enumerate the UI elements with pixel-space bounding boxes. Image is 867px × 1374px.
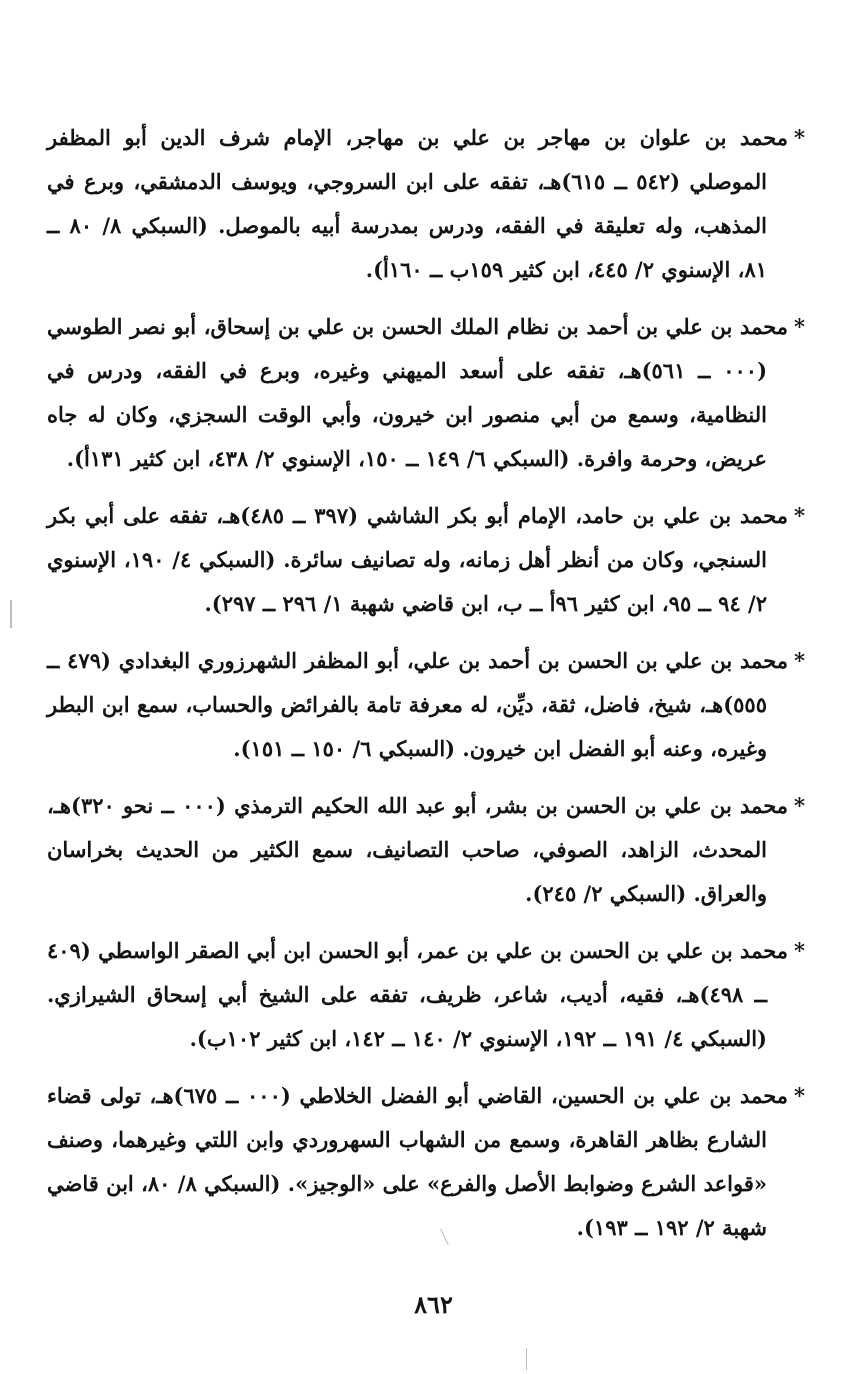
entry-text: محمد بن علي بن الحسن بن بشر، أبو عبد الله الحكيم الترمذي (٠٠٠ ــ نحو ٣٢٠)هـ، المحدث، الزاهد، الصوفي، صاحب التصانيف، سمع الكثير من الحديث بخراسان والعراق. (السبكي ٢/ ٢٤٥).: [47, 793, 788, 906]
entry-text: محمد بن علي بن الحسن بن أحمد بن علي، أبو المظفر الشهرزوري البغدادي (٤٧٩ ــ ٥٥٥)هـ، شيخ، فاضل، ثقة، ديِّن، له معرفة تامة بالفرائض والحساب، سمع ابن البطر وغيره، وعنه أبو الفضل ابن خيرون. (السبكي ٦/ ١٥٠ ــ ١٥١).: [47, 648, 789, 761]
bullet-star: *: [794, 314, 805, 339]
entry-text: محمد بن علي بن الحسين، القاضي أبو الفضل الخلاطي (٠٠٠ ــ ٦٧٥)هـ، تولى قضاء الشارع بظاهر القاهرة، وسمع من الشهاب السهروردي وابن اللتي وغيرهما، وصنف «قواعد الشرع وضوابط الأصل والفرع» على «الوجيز». (السبكي ٨/ ٨٠، ابن قاضي شهبة ٢/ ١٩٢ ــ ١٩٣).: [47, 1083, 788, 1240]
biography-entries: [47, 116, 805, 1263]
scan-mark: [10, 600, 12, 628]
biography-entry: [47, 1074, 805, 1250]
bullet-star: *: [794, 125, 805, 150]
biography-entry: [47, 116, 805, 292]
biography-entry: [47, 305, 805, 481]
entry-text: محمد بن علوان بن مهاجر بن علي بن مهاجر، الإمام شرف الدين أبو المظفر الموصلي (٥٤٢ ــ ٦١٥)هـ، تفقه على ابن السروجي، ويوسف الدمشقي، وبرع في المذهب، وله تعليقة في الفقه، ودرس بمدرسة أبيه بالموصل. (السبكي ٨/ ٨٠ ــ ٨١، الإسنوي ٢/ ٤٤٥، ابن كثير ١٥٩ب ــ ١٦٠أ).: [47, 125, 789, 282]
biography-entry: [47, 784, 805, 916]
bullet-star: *: [794, 1083, 805, 1108]
biography-entry: [47, 929, 805, 1061]
entry-text: محمد بن علي بن الحسن بن علي بن عمر، أبو الحسن ابن أبي الصقر الواسطي (٤٠٩ ــ ٤٩٨)هـ، فقيه، أديب، شاعر، ظريف، تفقه على الشيخ أبي إسحاق الشيرازي. (السبكي ٤/ ١٩١ ــ ١٩٢، الإسنوي ٢/ ١٤٠ ــ ١٤٢، ابن كثير ١٠٢ب).: [47, 938, 789, 1051]
scan-mark: [526, 1348, 527, 1370]
bullet-star: *: [794, 793, 805, 818]
bullet-star: *: [794, 648, 805, 673]
bullet-star: *: [794, 503, 806, 528]
entry-text: محمد بن علي بن أحمد بن نظام الملك الحسن بن علي بن إسحاق، أبو نصر الطوسي (٠٠٠ ــ ٥٦١)هـ، تفقه على أسعد الميهني وغيره، وبرع في الفقه، ودرس في النظامية، وسمع من أبي منصور ابن خيرون، وأبي الوقت السجزي، وكان له جاه عريض، وحرمة وافرة. (السبكي ٦/ ١٤٩ ــ ١٥٠، الإسنوي ٢/ ٤٣٨، ابن كثير ١٣١أ).: [47, 314, 789, 471]
bullet-star: *: [794, 938, 805, 963]
biography-entry: [47, 494, 805, 626]
entry-text: محمد بن علي بن حامد، الإمام أبو بكر الشاشي (٣٩٧ ــ ٤٨٥)هـ، تفقه على أبي بكر السنجي، وكان من أنظر أهل زمانه، وله تصانيف سائرة. (السبكي ٤/ ١٩٠، الإسنوي ٢/ ٩٤ ــ ٩٥، ابن كثير ٩٦أ ــ ب، ابن قاضي شهبة ١/ ٢٩٦ ــ ٢٩٧).: [47, 503, 789, 616]
page-number: ٨٦٢: [414, 1290, 453, 1319]
biography-entry: [47, 639, 805, 771]
